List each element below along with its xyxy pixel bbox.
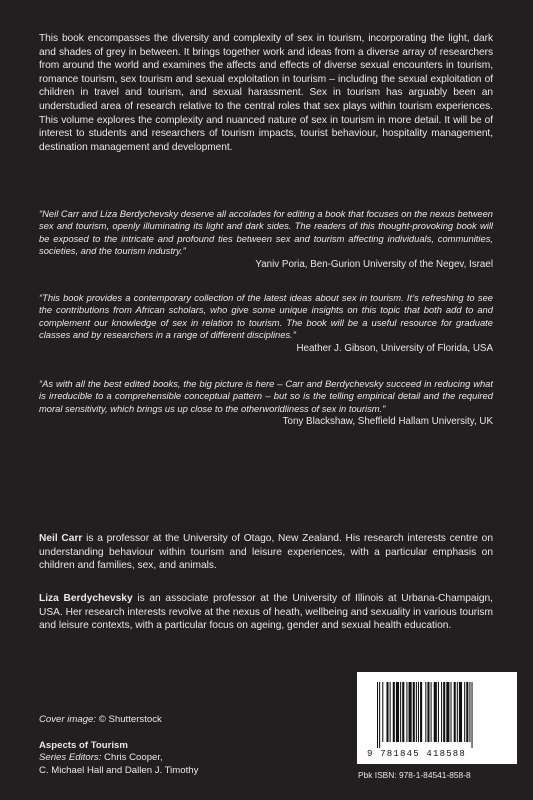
barcode-bar xyxy=(427,682,429,742)
quote-attribution: Yaniv Poria, Ben-Gurion University of the Negev, Israel xyxy=(255,258,493,270)
isbn-line: Pbk ISBN: 978-1-84541-858-8 xyxy=(358,770,471,780)
author-name: Neil Carr xyxy=(39,533,83,544)
barcode-digits: 9 781845 418588 xyxy=(367,749,467,759)
barcode-bar xyxy=(386,682,388,742)
book-description: This book encompasses the diversity and complexity of sex in tourism, incorporating the light, dark and shades of grey in between. It brings together work and ideas from a diverse array of researchers from around the world and examines the affects and effects of diverse sexual encounters in tourism, romance tourism, sex tourism and sexual exploitation in tourism – including the sexual exploitation of children in travel and tourism, and sexual harassment. Sex in tourism has arguably been an understudied area of research relative to the central roles that sex plays within tourism experiences. This volume explores the complexity and nuanced nature of sex in tourism in more detail. It will be of interest to students and researchers of tourism impacts, tourist behaviour, hospitality management, destination management and development. xyxy=(39,33,493,153)
cover-credit-label: Cover image: xyxy=(39,714,97,725)
barcode-bar xyxy=(416,682,417,742)
series-title: Aspects of Tourism xyxy=(39,740,128,751)
barcode-bar xyxy=(418,682,419,742)
quote-text: “This book provides a contemporary collection of the latest ideas about sex in tourism. It’s refreshing to see the contributions from African scholars, who give some unique insights on this topic that both add to and complement our knowledge of sex in relation to tourism. The book will be a useful resource for graduate classes and by researchers in a range of different disciplines.” xyxy=(39,292,493,341)
barcode-bar xyxy=(379,682,380,748)
barcode-bar xyxy=(454,682,456,742)
author-bio-text: is a professor at the University of Otago, New Zealand. His research interests centre on understanding behaviour within tourism and leisure experiences, with a particular emphasis on children and families, sex, and animals. xyxy=(39,533,493,572)
quote-attribution: Tony Blackshaw, Sheffield Hallam University, UK xyxy=(282,416,493,428)
barcode-bar xyxy=(400,682,401,742)
barcode-bar xyxy=(441,682,442,742)
barcode-bar xyxy=(438,682,439,742)
barcode-bar xyxy=(409,682,412,742)
barcode-bar xyxy=(464,682,465,742)
barcode-bar xyxy=(434,682,437,742)
cover-credit-value: © Shutterstock xyxy=(96,714,162,725)
barcode-bar xyxy=(425,682,426,742)
quote-text: “As with all the best edited books, the big picture is here – Carr and Berdychevsky succeed in reducing what is irreducible to a comprehensible conceptual pattern – but so is the telling empirical detail and the required moral sensitivity, which brings us up close to the otherworldliness of sex in tourism.” xyxy=(39,378,493,414)
barcode-bar xyxy=(413,682,415,742)
barcode-bar xyxy=(402,682,404,742)
barcode-bar xyxy=(457,682,458,742)
author-bio-text: is an associate professor at the University of Illinois at Urbana-Champaign, USA. Her research interests revolve at the nexus of heath, wellbeing and sexuality in various tourism and leisure contexts, with a particular focus on ageing, gender and sexual health education. xyxy=(39,593,493,632)
barcode-bar xyxy=(396,682,399,742)
series-editors-line1: Chris Cooper, xyxy=(101,752,163,764)
barcode-bars xyxy=(377,682,505,748)
barcode-bar xyxy=(406,682,407,742)
barcode-bar xyxy=(377,682,378,748)
series-editors-line2: C. Michael Hall and Dallen J. Timothy xyxy=(39,764,199,776)
quote-text: “Neil Carr and Liza Berdychevsky deserve all accolades for editing a book that focuses on the nexus between sex and tourism, openly illuminating its light and dark sides. The readers of this thought-provoking book will be exposed to the intricate and profound ties between sex and tourism affecting individuals, communities, societies, and the tourism industry.” xyxy=(39,208,493,257)
barcode-bar xyxy=(420,682,422,742)
author-bio xyxy=(39,532,493,573)
barcode-bar xyxy=(431,682,432,742)
author-name: Liza Berdychevsky xyxy=(39,593,133,604)
barcode-bar xyxy=(390,682,391,742)
barcode-bar xyxy=(446,682,449,742)
barcode-bar xyxy=(382,682,383,742)
barcode-bar xyxy=(466,682,468,742)
barcode-bar xyxy=(472,682,473,748)
barcode-bar xyxy=(459,682,462,742)
barcode-bar xyxy=(451,682,452,742)
quote-attribution: Heather J. Gibson, University of Florida, USA xyxy=(296,342,493,354)
cover-image-credit xyxy=(39,714,162,726)
endorsement-quote xyxy=(39,208,493,271)
series-editors-label: Series Editors: xyxy=(39,752,102,764)
barcode xyxy=(357,672,517,764)
barcode-bar xyxy=(393,682,395,742)
endorsement-quote xyxy=(39,292,493,355)
author-bio xyxy=(39,592,493,633)
barcode-bar xyxy=(443,682,445,742)
endorsement-quote xyxy=(39,378,493,429)
barcode-bar xyxy=(469,682,470,742)
series-info xyxy=(39,740,198,777)
